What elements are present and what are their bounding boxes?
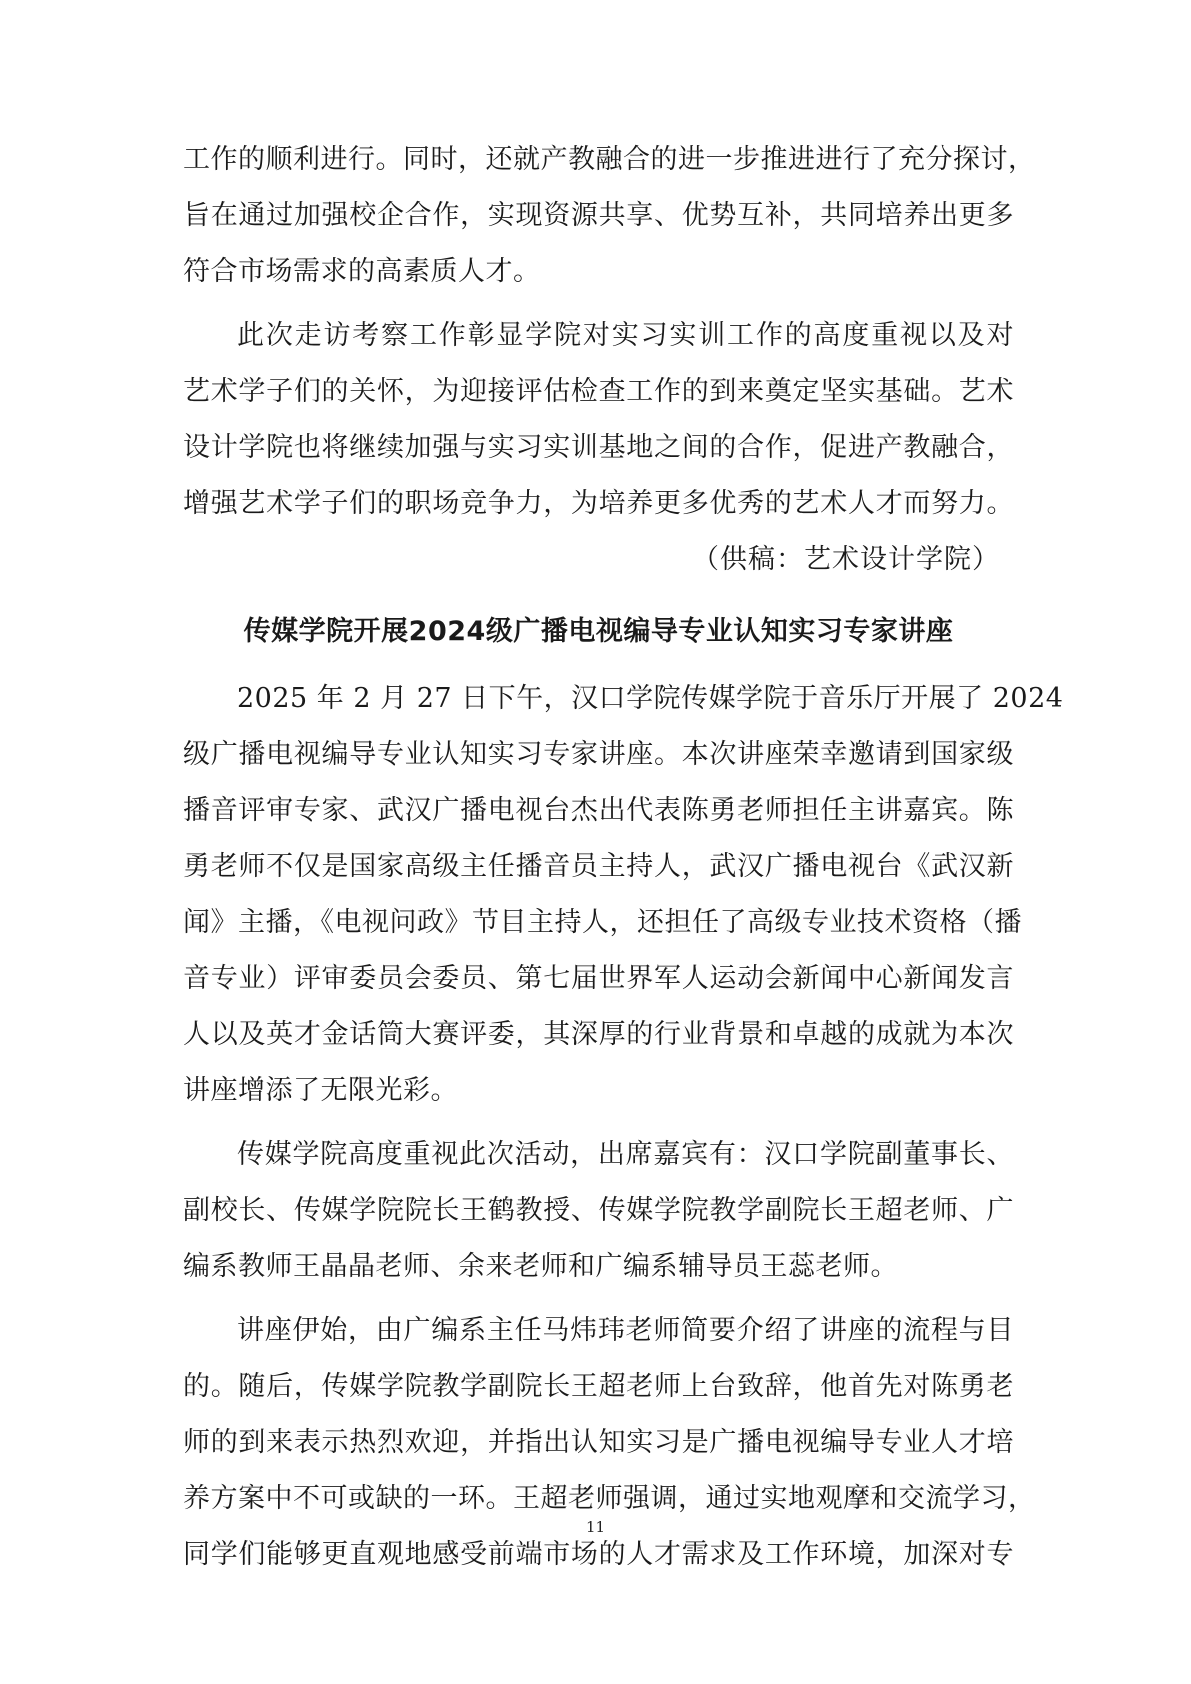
text-line: 讲座增添了无限光彩。	[183, 1075, 458, 1106]
text-line: 闻》主播，《电视问政》节目主持人，还担任了高级专业技术资格（播	[183, 907, 1022, 938]
text-line: 设计学院也将继续加强与实习实训基地之间的合作，促进产教融合，	[183, 432, 1014, 463]
text-line: 2025 年 2 月 27 日下午，汉口学院传媒学院于音乐厅开展了 2024	[237, 683, 1064, 714]
page-body	[183, 132, 1064, 1583]
page-number: 11	[585, 1518, 606, 1536]
text-line: 的。随后，传媒学院教学副院长王超老师上台致辞，他首先对陈勇老	[183, 1371, 1014, 1402]
article1-paragraph-2	[183, 308, 1014, 532]
article2-paragraph-3	[183, 1303, 1036, 1583]
text-line: 此次走访考察工作彰显学院对实习实训工作的高度重视以及对	[237, 320, 1014, 351]
text-line: 符合市场需求的高素质人才。	[183, 256, 541, 287]
article1-paragraph-1	[183, 132, 1036, 300]
text-line: 同学们能够更直观地感受前端市场的人才需求及工作环境，加深对专	[183, 1539, 1014, 1570]
text-line: 级广播电视编导专业认知实习专家讲座。本次讲座荣幸邀请到国家级	[183, 739, 1014, 770]
contributor-credit: （供稿：艺术设计学院）	[692, 544, 1000, 575]
text-line: 艺术学子们的关怀，为迎接评估检查工作的到来奠定坚实基础。艺术	[183, 376, 1014, 407]
text-line: 工作的顺利进行。同时，还就产教融合的进一步推进进行了充分探讨，	[183, 144, 1036, 175]
text-line: 讲座伊始，由广编系主任马炜玮老师简要介绍了讲座的流程与目	[237, 1315, 1014, 1346]
text-line: 勇老师不仅是国家高级主任播音员主持人，武汉广播电视台《武汉新	[183, 851, 1014, 882]
text-line: 副校长、传媒学院院长王鹤教授、传媒学院教学副院长王超老师、广	[183, 1195, 1014, 1226]
article2-paragraph-1	[183, 671, 1064, 1119]
text-line: 人以及英才金话筒大赛评委，其深厚的行业背景和卓越的成就为本次	[183, 1019, 1014, 1050]
text-line: 养方案中不可或缺的一环。王超老师强调，通过实地观摩和交流学习，	[183, 1483, 1036, 1514]
text-line: 传媒学院高度重视此次活动，出席嘉宾有：汉口学院副董事长、	[237, 1139, 1014, 1170]
article-title: 传媒学院开展2024级广播电视编导专业认知实习专家讲座	[243, 616, 954, 647]
text-line: 播音评审专家、武汉广播电视台杰出代表陈勇老师担任主讲嘉宾。陈	[183, 795, 1014, 826]
text-line: 师的到来表示热烈欢迎，并指出认知实习是广播电视编导专业人才培	[183, 1427, 1014, 1458]
article2-paragraph-2	[183, 1127, 1014, 1295]
text-line: 编系教师王晶晶老师、余来老师和广编系辅导员王蕊老师。	[183, 1251, 898, 1282]
text-line: 音专业）评审委员会委员、第七届世界军人运动会新闻中心新闻发言	[183, 963, 1014, 994]
text-line: 增强艺术学子们的职场竞争力，为培养更多优秀的艺术人才而努力。	[183, 488, 1014, 519]
text-line: 旨在通过加强校企合作，实现资源共享、优势互补，共同培养出更多	[183, 200, 1014, 231]
